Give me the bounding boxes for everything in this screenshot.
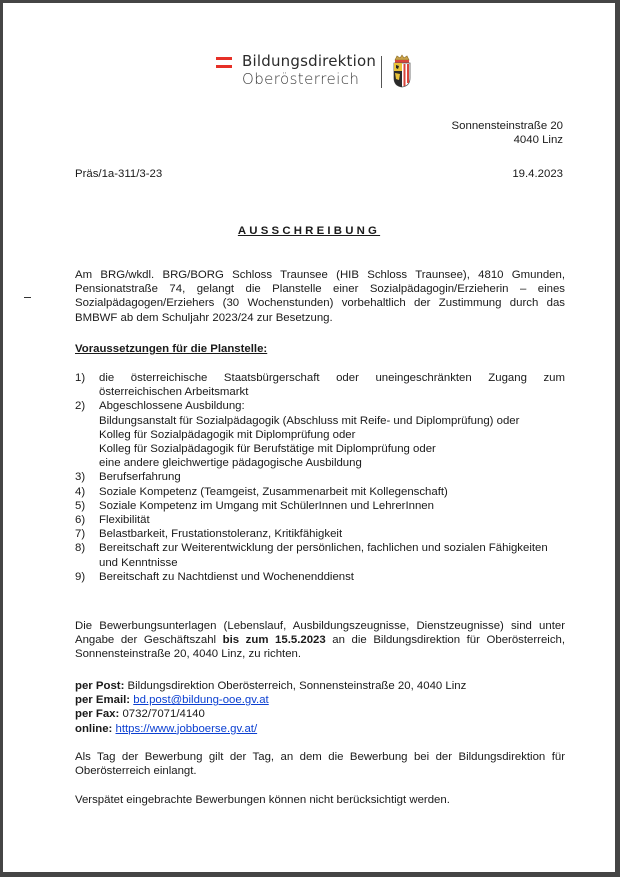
requirement-item bbox=[75, 541, 565, 569]
requirement-line: Berufserfahrung bbox=[99, 471, 181, 484]
requirement-line: österreichischen Arbeitsmarkt bbox=[99, 386, 249, 399]
application-deadline: bis zum 15.5.2023 bbox=[222, 634, 326, 647]
document-title: AUSSCHREIBUNG bbox=[237, 225, 381, 237]
requirement-line: Bildungsanstalt für Sozialpädagogik (Abschluss mit Reife- und Diplomprüfung) oder bbox=[99, 414, 520, 427]
requirement-number: 1) bbox=[75, 372, 86, 384]
requirement-number: 6) bbox=[75, 514, 86, 527]
intro-paragraph: Am BRG/wkdl. BRG/BORG Schloss Traunsee (HIB Schloss Traunsee), 4810 Gmunden, Pensionatstraße 74, gelangt die Planstelle einer Sozialpädagogin/Erzieherin – eines Sozialpädagogen/Erziehers (30 Wochenstunden) vorbehaltlich der Zustimmung durch das BMBWF ab dem Schuljahr 2023/24 zur Besetzung. bbox=[75, 269, 565, 324]
logo-title: Bildungsdirektion bbox=[242, 52, 377, 70]
requirement-item bbox=[75, 513, 565, 527]
contact-fax: per Fax: 0732/7071/4140 bbox=[75, 708, 205, 721]
sender-address bbox=[452, 119, 563, 147]
requirement-line: Belastbarkeit, Frustationstoleranz, Kritikfähigkeit bbox=[99, 528, 343, 541]
requirement-line: Kolleg für Sozialpädagogik mit Diplomprüfung oder bbox=[99, 428, 356, 441]
requirement-line: und Kenntnisse bbox=[99, 556, 178, 569]
document-date: 19.4.2023 bbox=[512, 168, 563, 180]
requirement-item bbox=[75, 371, 565, 399]
logo-subtitle: Oberösterreich bbox=[242, 70, 360, 88]
requirement-line: die österreichische Staatsbürgerschaft oder uneingeschränkten Zugang zum bbox=[99, 372, 565, 384]
requirement-line: Bereitschaft zur Weiterentwicklung der persönlichen, fachlichen und sozialen Fähigkeiten bbox=[99, 542, 548, 555]
requirement-number: 7) bbox=[75, 528, 86, 541]
jobboerse-link[interactable]: https://www.jobboerse.gv.at/ bbox=[115, 722, 258, 735]
requirement-number: 2) bbox=[75, 400, 86, 413]
logo-divider bbox=[381, 56, 382, 88]
requirements-list bbox=[75, 371, 565, 584]
receipt-note: Als Tag der Bewerbung gilt der Tag, an dem die Bewerbung bei der Bildungsdirektion für Oberösterreich einlangt. bbox=[75, 751, 565, 778]
requirements-heading: Voraussetzungen für die Planstelle: bbox=[75, 343, 268, 355]
late-note: Verspätet eingebrachte Bewerbungen können nicht berücksichtigt werden. bbox=[75, 794, 450, 806]
margin-mark bbox=[24, 297, 31, 298]
email-link[interactable]: bd.post@bildung-ooe.gv.at bbox=[133, 694, 269, 707]
requirement-line: Soziale Kompetenz im Umgang mit SchülerInnen und LehrerInnen bbox=[99, 499, 434, 512]
requirement-line: Flexibilität bbox=[99, 514, 150, 527]
contact-email: per Email: bd.post@bildung-ooe.gv.at bbox=[75, 694, 269, 707]
requirement-number: 5) bbox=[75, 499, 86, 512]
contact-block bbox=[75, 679, 466, 736]
reference-number: Präs/1a-311/3-23 bbox=[75, 168, 163, 180]
document-page bbox=[3, 3, 615, 872]
address-city: 4040 Linz bbox=[513, 134, 563, 147]
requirement-number: 8) bbox=[75, 542, 86, 555]
requirement-line: Soziale Kompetenz (Teamgeist, Zusammenarbeit mit Kollegenschaft) bbox=[99, 485, 448, 498]
requirement-line: Kolleg für Sozialpädagogik für Berufstätige mit Diplomprüfung oder bbox=[99, 443, 436, 456]
requirement-item bbox=[75, 570, 565, 584]
requirement-item bbox=[75, 470, 565, 484]
application-paragraph: Die Bewerbungsunterlagen (Lebenslauf, Ausbildungszeugnisse, Dienstzeugnisse) sind unter Angabe der Geschäftszahl bis zum 15.5.2023 an die Bildungsdirektion für Oberösterreich, Sonnensteinstraße 20, 4040 Linz, zu richten. bbox=[75, 620, 566, 661]
requirement-item bbox=[75, 485, 565, 499]
requirement-item bbox=[75, 499, 565, 513]
requirement-number: 4) bbox=[75, 485, 86, 498]
requirement-item bbox=[75, 527, 565, 541]
requirement-number: 3) bbox=[75, 471, 86, 484]
requirement-line: Bereitschaft zu Nachtdienst und Wochenenddienst bbox=[99, 570, 354, 583]
contact-post: per Post: Bildungsdirektion Oberösterreich, Sonnensteinstraße 20, 4040 Linz bbox=[75, 680, 467, 692]
contact-online: online: https://www.jobboerse.gv.at/ bbox=[75, 722, 258, 735]
requirement-line: Abgeschlossene Ausbildung: bbox=[99, 400, 245, 413]
coat-of-arms-icon bbox=[392, 54, 412, 88]
requirement-item bbox=[75, 399, 565, 470]
requirement-number: 9) bbox=[75, 570, 86, 583]
austria-flag-icon bbox=[216, 57, 232, 68]
requirement-line: eine andere gleichwertige pädagogische Ausbildung bbox=[99, 457, 362, 470]
address-street: Sonnensteinstraße 20 bbox=[451, 120, 563, 132]
